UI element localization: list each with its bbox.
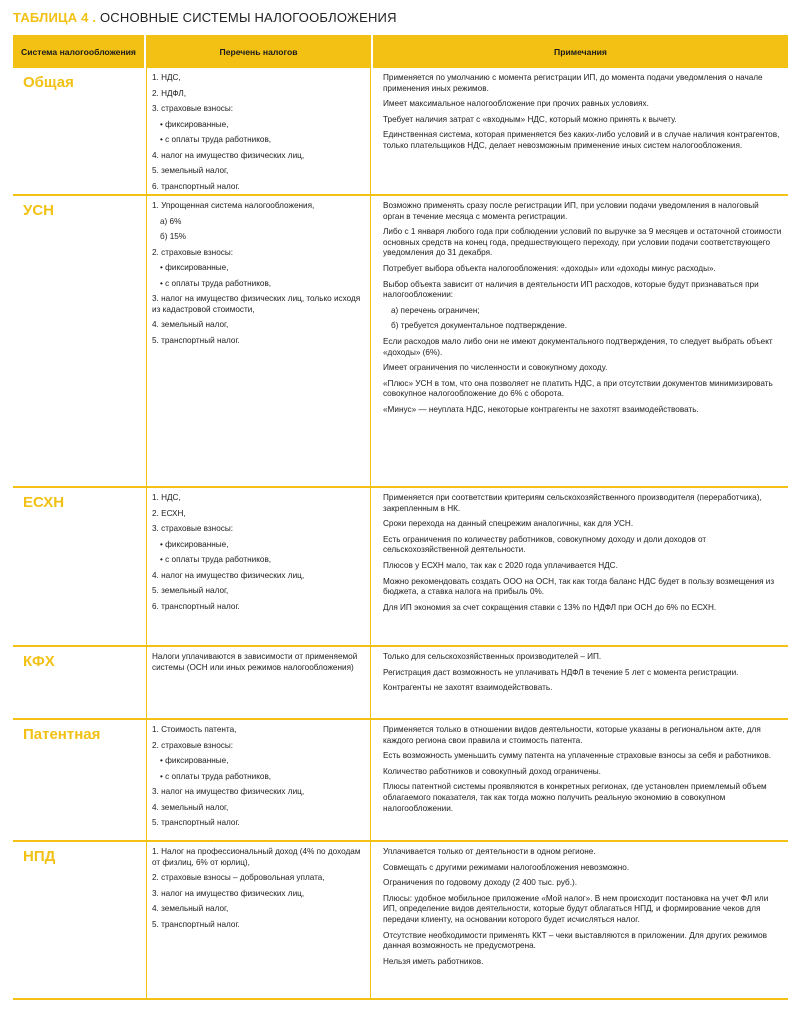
note-item: Нельзя иметь работников. <box>383 956 484 966</box>
notes-cell <box>373 842 788 998</box>
note-item: Есть возможность уменьшить сумму патента на уплаченные страховые взносы за себя и работников. <box>383 751 772 761</box>
table-header <box>13 35 788 68</box>
tax-item: 1. Стоимость патента, <box>152 725 237 734</box>
note-item: Количество работников и совокупный доход ограничены. <box>383 766 601 776</box>
tax-item: 1. Упрощенная система налогообложения, <box>152 201 315 210</box>
note-item: Если расходов мало либо они не имеют документального подтверждения, то следует выбрать объект «доходы» (6%). <box>383 336 773 357</box>
table-row <box>13 488 788 647</box>
tax-item: • с оплаты труда работников, <box>160 278 272 288</box>
note-item: Сроки перехода на данный спецрежим аналогичны, как для УСН. <box>383 519 634 529</box>
tax-item: б) 15% <box>160 232 187 241</box>
system-cell <box>13 488 144 645</box>
note-item: Выбор объекта зависит от наличия в деятельности ИП расходов, которые будут признаваться при налогообложении: <box>383 279 759 300</box>
taxes-cell <box>146 68 371 194</box>
note-item: Имеет ограничения по численности и совокупному доходу. <box>383 363 608 373</box>
notes-cell <box>373 488 788 645</box>
header-notes: Примечания <box>554 46 607 57</box>
system-cell <box>13 68 144 194</box>
system-cell <box>13 720 144 840</box>
tax-item: 5. транспортный налог. <box>152 818 240 827</box>
note-item: Для ИП экономия за счет сокращения ставки с 13% по НДФЛ при ОСН до 6% по ЕСХН. <box>383 602 717 612</box>
note-item: Плюсов у ЕСХН мало, так как с 2020 года уплачивается НДС. <box>383 560 618 570</box>
note-item: Требует наличия затрат с «входным» НДС, который можно принять к вычету. <box>383 114 677 124</box>
note-item: Применяется по умолчанию с момента регистрации ИП, до момента подачи уведомления о начале применения иных режимов. <box>383 73 763 93</box>
tax-item: 4. налог на имущество физических лиц, <box>152 150 305 160</box>
tax-item: 2. страховые взносы: <box>152 247 234 257</box>
system-name: Патентная <box>23 726 101 743</box>
notes-cell <box>373 196 788 486</box>
tax-item: 3. страховые взносы: <box>152 104 234 113</box>
system-cell <box>13 196 144 486</box>
note-item: Либо с 1 января любого года при соблюдении условий по выручке за 9 месяцев и остаточной стоимости основных средств на конец года, предшествующего переходу, при условии подачи соответствующего уведомления до 31 декабря. <box>383 227 782 258</box>
note-item: Совмещать с другими режимами налогообложения невозможно. <box>383 862 630 872</box>
notes-cell <box>373 68 788 194</box>
note-item: «Минус» — неуплата НДС, некоторые контрагенты не захотят взаимодействовать. <box>383 404 699 414</box>
tax-item: 3. налог на имущество физических лиц, <box>152 787 305 796</box>
tax-item: 2. страховые взносы: <box>152 740 234 750</box>
notes-cell <box>373 647 788 718</box>
note-item: Только для сельскохозяйственных производителей – ИП. <box>383 652 602 661</box>
table-row <box>13 720 788 842</box>
note-item: Регистрация даст возможность не уплачивать НДФЛ в течение 5 лет с момента регистрации. <box>383 667 739 677</box>
note-item: Контрагенты не захотят взаимодействовать. <box>383 683 553 693</box>
tax-item: 6. транспортный налог. <box>152 601 240 611</box>
note-item: «Плюс» УСН в том, что она позволяет не платить НДС, а при отсутствии документов минимизировать совокупное налогообложение до 6% с оборота. <box>383 378 773 399</box>
tax-item: 3. налог на имущество физических лиц, <box>152 888 305 898</box>
note-item: Применяется при соответствии критериям сельскохозяйственного производителя (переработчика), закрепленным в НК. <box>383 493 762 513</box>
note-item: Есть ограничения по количеству работников, совокупному доходу и доли доходов от сельскохозяйственной деятельности. <box>383 534 707 555</box>
tax-item: • с оплаты труда работников, <box>160 135 272 144</box>
taxes-cell <box>146 720 371 840</box>
tax-item: 2. страховые взносы – добровольная уплата, <box>152 873 325 883</box>
tax-item: 2. НДФЛ, <box>152 88 186 98</box>
taxes-cell <box>146 196 371 486</box>
tax-item: 5. земельный налог, <box>152 586 229 595</box>
note-item: Плюсы патентной системы проявляются в конкретных регионах, где установлен приемлемый объем облагаемого показателя, так как тогда можно получить реальную экономию в совокупном налогообложении. <box>383 782 767 813</box>
taxes-cell <box>146 488 371 645</box>
tax-item: • с оплаты труда работников, <box>160 771 272 781</box>
tax-item: 5. транспортный налог. <box>152 335 240 345</box>
tax-item: • с оплаты труда работников, <box>160 555 272 564</box>
tax-item: • фиксированные, <box>160 756 229 765</box>
system-name: ЕСХН <box>23 494 65 511</box>
note-item: Имеет максимальное налогообложение при прочих равных условиях. <box>383 99 649 109</box>
system-name: УСН <box>23 202 54 219</box>
taxes-cell <box>146 842 371 998</box>
tax-item: 5. земельный налог, <box>152 166 229 175</box>
system-name: НПД <box>23 848 56 865</box>
note-item: а) перечень ограничен; <box>391 305 480 315</box>
header-taxes: Перечень налогов <box>144 35 373 68</box>
note-item: Можно рекомендовать создать ООО на ОСН, так как тогда баланс НДС будет в пользу возмещения из бюджета, а ставка налога на прибыль 0%. <box>383 576 775 597</box>
note-item: Возможно применять сразу после регистрации ИП, при условии подачи уведомления в налоговый орган в течение месяца с момента регистрации. <box>383 201 759 221</box>
note-item: Ограничения по годовому доходу (2 400 тыс. руб.). <box>383 878 577 888</box>
table-row <box>13 196 788 488</box>
tax-item: 4. земельный налог, <box>152 802 229 812</box>
table-row <box>13 68 788 196</box>
tax-item: 4. земельный налог, <box>152 904 229 914</box>
tax-item: 4. налог на имущество физических лиц, <box>152 570 305 580</box>
note-item: Единственная система, которая применяется без каких-либо условий и в случае наличия контрагентов, только плательщиков НДС, делает невозможным применение иных систем налогообложения. <box>383 130 780 150</box>
note-item: б) требуется документальное подтверждение. <box>391 321 568 331</box>
tax-item: 5. транспортный налог. <box>152 919 240 929</box>
table-body <box>13 68 788 1000</box>
tax-item: 6. транспортный налог. <box>152 181 240 191</box>
table-number: ТАБЛИЦА 4 . <box>13 10 97 25</box>
table-row <box>13 842 788 1000</box>
taxes-cell <box>146 647 371 718</box>
tax-item: • фиксированные, <box>160 119 229 129</box>
tax-item: 3. налог на имущество физических лиц, только исходя из кадастровой стоимости, <box>152 294 361 314</box>
tax-item: • фиксированные, <box>160 539 229 549</box>
table-heading: ОСНОВНЫЕ СИСТЕМЫ НАЛОГООБЛОЖЕНИЯ <box>99 10 397 25</box>
table-row <box>13 647 788 720</box>
tax-item: 3. страховые взносы: <box>152 524 234 533</box>
header-system: Система налогообложения <box>21 46 136 57</box>
tax-item: 4. земельный налог, <box>152 320 229 330</box>
note-item: Отсутствие необходимости применять ККТ – чеки выставляются в приложении. Для других режимов данная возможность не предусмотрена. <box>383 930 767 951</box>
tax-item: 1. Налог на профессиональный доход (4% по доходам от физлиц, 6% от юрлиц), <box>152 847 361 867</box>
tax-item: 1. НДС, <box>152 493 181 502</box>
table-title <box>13 10 397 25</box>
system-name: КФХ <box>23 653 55 670</box>
note-item: Применяется только в отношении видов деятельности, которые указаны в региональном акте, для каждого региона свои правила и стоимость патента. <box>383 725 761 745</box>
note-item: Потребует выбора объекта налогообложения: «доходы» или «доходы минус расходы». <box>383 263 716 273</box>
system-cell <box>13 647 144 718</box>
tax-item: 2. ЕСХН, <box>152 508 186 518</box>
tax-item: • фиксированные, <box>160 263 229 272</box>
notes-cell <box>373 720 788 840</box>
tax-item: 1. НДС, <box>152 73 181 82</box>
tax-item: а) 6% <box>160 216 182 226</box>
note-item: Уплачивается только от деятельности в одном регионе. <box>383 847 596 856</box>
system-cell <box>13 842 144 998</box>
system-name: Общая <box>23 74 74 91</box>
note-item: Плюсы: удобное мобильное приложение «Мой налог». В нем происходит постановка на учет ФЛ или ИП, определение видов деятельности, которые будут облагаться НПД, и формирование чеков для передачи клиенту, на основании которого будет исчисляться налог. <box>383 893 769 924</box>
tax-item: Налоги уплачиваются в зависимости от применяемой системы (ОСН или иных режимов налогообложения) <box>152 652 358 672</box>
tax-systems-table <box>13 35 788 1000</box>
